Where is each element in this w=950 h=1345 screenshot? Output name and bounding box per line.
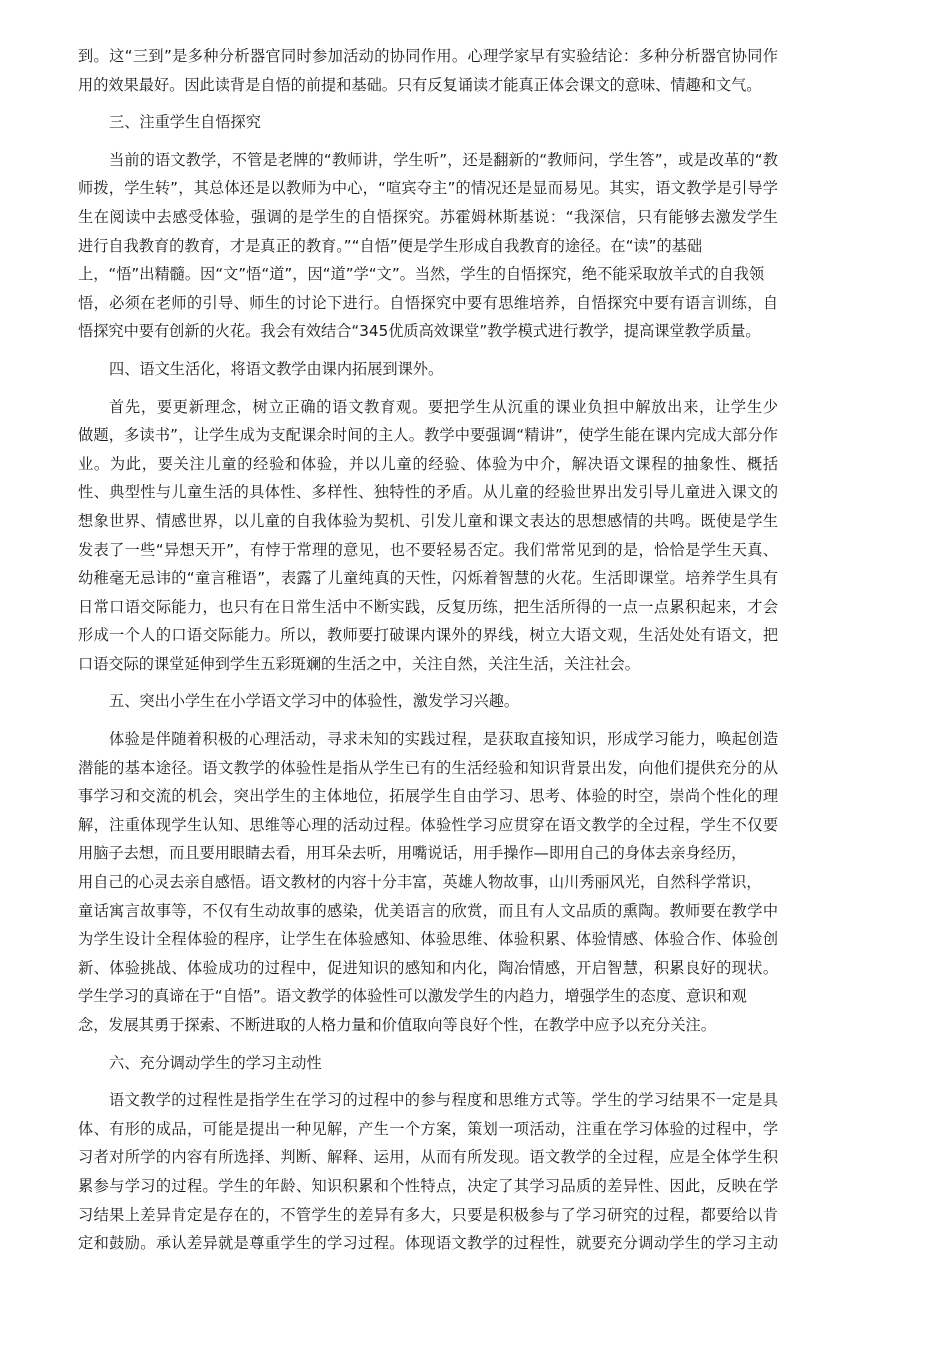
text-line: 习者对所学的内容有所选择、判断、解释、运用，从而有所发现。语文教学的全过程，应是全体学生积 (78, 1148, 778, 1167)
text-line: 幼稚毫无忌讳的“童言稚语”，表露了儿童纯真的天性，闪烁着智慧的火花。生活即课堂。培养学生具有 (78, 569, 778, 588)
text-line: 用自己的心灵去亲自感悟。语文教材的内容十分丰富，英雄人物故事，山川秀丽风光，自然科学常识， (78, 873, 762, 892)
text-line: 当前的语文教学，不管是老牌的“教师讲，学生听”，还是翻新的“教师问，学生答”，或是改革的“教 (109, 150, 778, 169)
text-line: 首先，要更新理念，树立正确的语文教育观。要把学生从沉重的课业负担中解放出来，让学生少 (109, 397, 778, 416)
text-line: 事学习和交流的机会，突出学生的主体地位，拓展学生自由学习、思考、体验的时空，崇尚个性化的理 (78, 787, 778, 806)
text-line: 累参与学习的过程。学生的年龄、知识积累和个性特点，决定了其学习品质的差异性、因此，反映在学 (78, 1176, 778, 1195)
text-line: 到。这“三到”是多种分析器官同时参加活动的协同作用。心理学家早有实验结论：多种分析器官协同作 (78, 47, 778, 65)
text-line: 体验是伴随着积极的心理活动，寻求未知的实践过程，是获取直接知识，形成学习能力，唤起创造 (109, 730, 778, 749)
text-line: 体、有形的成品，可能是提出一种见解，产生一个方案，策划一项活动，注重在学习体验的过程中，学 (78, 1119, 778, 1138)
text-line: 悟，必须在老师的引导、师生的讨论下进行。自悟探究中要有思维培养，自悟探究中要有语言训练，自 (78, 293, 778, 312)
section-heading: 四、语文生活化，将语文教学由课内拓展到课外。 (109, 359, 444, 378)
section-6-paragraph (78, 1086, 778, 1258)
text-line: 为学生设计全程体验的程序，让学生在体验感知、体验思维、体验积累、体验情感、体验合作、体验创 (78, 930, 778, 949)
section-5-paragraph (78, 725, 778, 1040)
text-line: 潜能的基本途径。语文教学的体验性是指从学生已有的生活经验和知识背景出发，向他们提供充分的从 (78, 758, 778, 777)
section-3-paragraph (78, 146, 778, 346)
text-line: 悟探究中要有创新的火花。我会有效结合“345优质高效课堂”教学模式进行教学，提高课堂教学质量。 (78, 322, 761, 341)
text-line: 童话寓言故事等，不仅有生动故事的感染，优美语言的欣赏，而且有人文品质的熏陶。教师要在教学中 (78, 901, 778, 920)
text-line: 用的效果最好。因此读背是自悟的前提和基础。只有反复诵读才能真正体会课文的意味、情趣和文气。 (78, 75, 762, 94)
text-line: 发表了一些“异想天开”，有悖于常理的意见，也不要轻易否定。我们常常见到的是，恰恰是学生天真、 (78, 540, 778, 559)
text-line: 进行自我教育的教育，才是真正的教育。”“自悟”便是学生形成自我教育的途径。在“读”的基础 (78, 236, 703, 255)
text-line: 口语交际的课堂延伸到学生五彩斑斓的生活之中，关注自然，关注生活，关注社会。 (78, 654, 640, 673)
document-page (78, 42, 778, 1258)
text-line: 定和鼓励。承认差异就是尊重学生的学习过程。体现语文教学的过程性，就要充分调动学生的学习主动 (78, 1234, 778, 1253)
text-line: 日常口语交际能力，也只有在日常生活中不断实践，反复历练，把生活所得的一点一点累积起来，才会 (78, 597, 778, 616)
text-line: 解，注重体现学生认知、思维等心理的活动过程。体验性学习应贯穿在语文教学的全过程，学生不仅要 (78, 815, 778, 834)
intro-paragraph (78, 42, 778, 99)
text-line: 师拨，学生转”，其总体还是以教师为中心，“喧宾夺主”的情况还是显而易见。其实，语文教学是引导学 (78, 179, 778, 198)
text-line: 语文教学的过程性是指学生在学习的过程中的参与程度和思维方式等。学生的学习结果不一定是具 (109, 1091, 778, 1110)
section-heading: 三、注重学生自悟探究 (109, 113, 261, 132)
text-line: 用脑子去想，而且要用眼睛去看，用耳朵去听，用嘴说话，用手操作—即用自己的身体去亲身经历， (78, 844, 747, 863)
text-line: 生在阅读中去感受体验，强调的是学生的自悟探究。苏霍姆林斯基说：“我深信，只有能够去激发学生 (78, 207, 778, 226)
text-line: 性、典型性与儿童生活的具体性、多样性、独特性的矛盾。从儿童的经验世界出发引导儿童进入课文的 (78, 483, 778, 502)
text-line: 学生学习的真谛在于“自悟”。语文教学的体验性可以激发学生的内趋力，增强学生的态度、意识和观 (78, 987, 747, 1006)
text-line: 新、体验挑战、体验成功的过程中，促进知识的感知和内化，陶冶情感，开启智慧，积累良好的现状。 (78, 958, 778, 977)
text-line: 业。为此，要关注儿童的经验和体验，并以儿童的经验、体验为中介，解决语文课程的抽象性、概括 (78, 454, 778, 473)
section-heading: 六、充分调动学生的学习主动性 (109, 1053, 322, 1072)
text-line: 想象世界、情感世界，以儿童的自我体验为契机、引发儿童和课文表达的思想感情的共鸣。既使是学生 (78, 511, 778, 530)
text-line: 习结果上差异肯定是存在的，不管学生的差异有多大，只要是积极参与了学习研究的过程，都要给以肯 (78, 1205, 778, 1224)
text-line: 念，发展其勇于探索、不断进取的人格力量和价值取向等良好个性，在教学中应予以充分关注。 (78, 1016, 716, 1034)
section-heading: 五、突出小学生在小学语文学习中的体验性，激发学习兴趣。 (109, 692, 520, 711)
text-line: 形成一个人的口语交际能力。所以，教师要打破课内课外的界线，树立大语文观，生活处处有语文，把 (78, 626, 778, 645)
text-line: 做题，多读书”，让学生成为支配课余时间的主人。教学中要强调“精讲”，使学生能在课内完成大部分作 (78, 426, 778, 445)
section-4-paragraph (78, 393, 778, 679)
text-line: 上，“悟”出精髓。因“文”悟“道”，因“道”学“文”。当然，学生的自悟探究，绝不能采取放羊式的自我领 (78, 265, 765, 284)
